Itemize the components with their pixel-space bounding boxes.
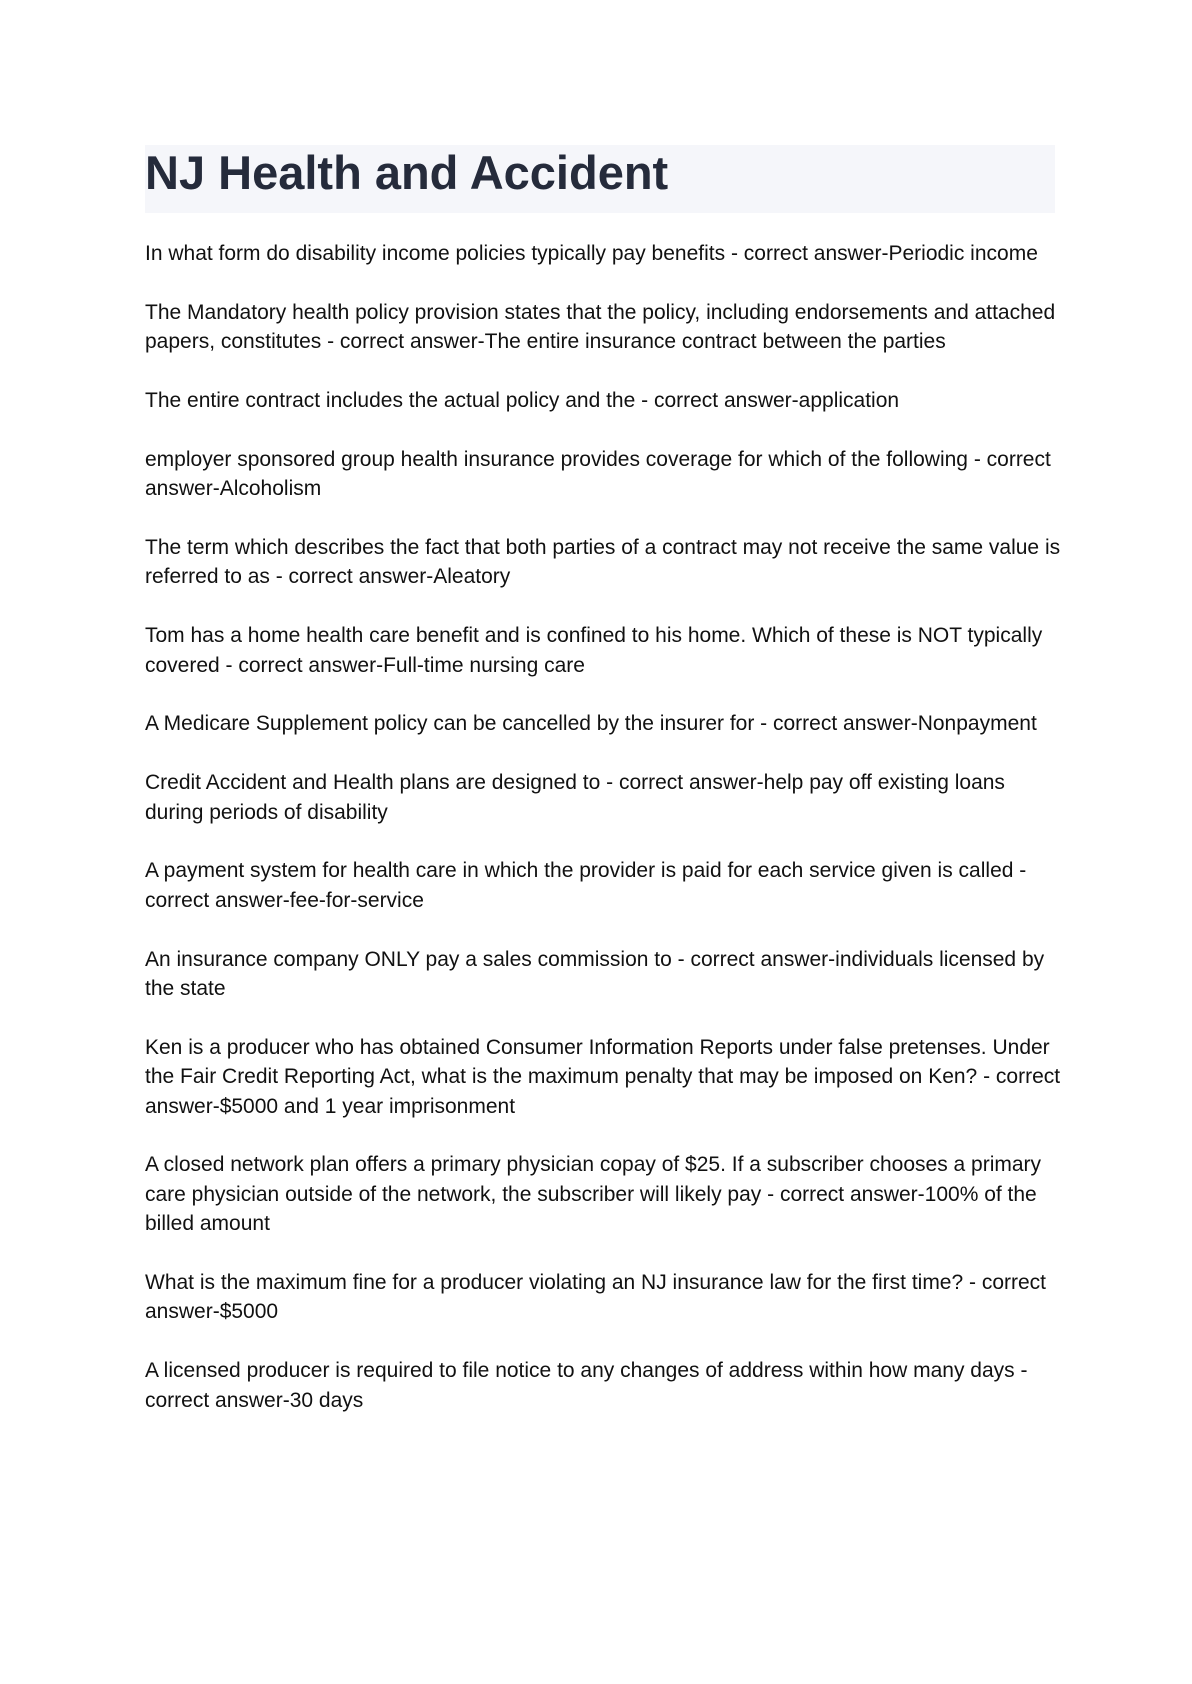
qa-item: A Medicare Supplement policy can be cancelled by the insurer for - correct answer-Nonpayment [145, 712, 1037, 736]
qa-item: Ken is a producer who has obtained Consumer Information Reports under false pretenses. Under the Fair Credit Reporting Act, what is the maximum penalty that may be imposed on Ken? - correct answer-$5000 and 1 year imprisonment [145, 1035, 1061, 1118]
qa-item: The entire contract includes the actual policy and the - correct answer-application [145, 389, 900, 412]
qa-item: employer sponsored group health insurance provides coverage for which of the following - correct answer-Alcoholism [145, 447, 1051, 501]
qa-item: What is the maximum fine for a producer violating an NJ insurance law for the first time? - correct answer-$5000 [145, 1271, 1047, 1324]
document-title: NJ Health and Accident [145, 146, 669, 199]
question-answer-list [145, 239, 1063, 1444]
qa-item: The term which describes the fact that both parties of a contract may not receive the same value is referred to as - correct answer-Aleatory [145, 536, 1061, 589]
qa-item: The Mandatory health policy provision states that the policy, including endorsements and attached papers, constitutes - correct answer-The entire insurance contract between the parties [145, 300, 1056, 354]
qa-item: An insurance company ONLY pay a sales commission to - correct answer-individuals licensed by the state [145, 947, 1045, 1001]
qa-item: In what form do disability income policies typically pay benefits - correct answer-Periodic income [145, 242, 1038, 265]
qa-item: A licensed producer is required to file notice to any changes of address within how many days - correct answer-30 days [145, 1359, 1028, 1412]
qa-item: Credit Accident and Health plans are designed to - correct answer-help pay off existing loans during periods of disability [145, 771, 1005, 824]
qa-item: A closed network plan offers a primary physician copay of $25. If a subscriber chooses a primary care physician outside of the network, the subscriber will likely pay - correct answer-100% of the billed amount [145, 1153, 1042, 1236]
qa-item: Tom has a home health care benefit and is confined to his home. Which of these is NOT typically covered - correct answer-Full-time nursing care [145, 624, 1043, 677]
qa-item: A payment system for health care in which the provider is paid for each service given is called - correct answer-fee-for-service [145, 859, 1027, 912]
